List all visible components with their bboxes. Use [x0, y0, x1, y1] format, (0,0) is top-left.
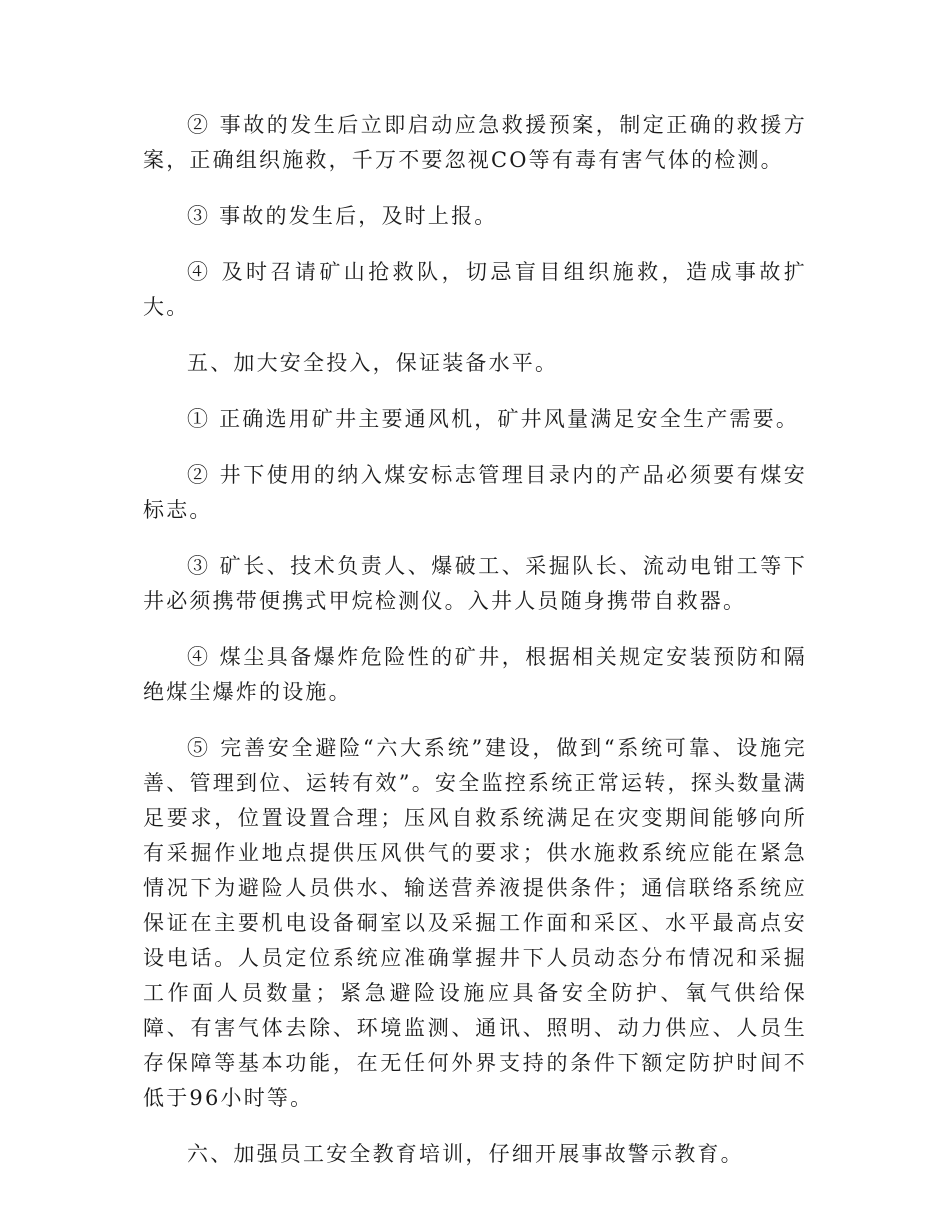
- paragraph-timely-report: ③ 事故的发生后，及时上报。: [187, 204, 498, 228]
- paragraph-safety-mark: ② 井下使用的纳入煤安标志管理目录内的产品必须要有煤安标志。: [143, 463, 807, 522]
- paragraph-dust-explosion: ④ 煤尘具备爆炸危险性的矿井，根据相关规定安装预防和隔绝煤尘爆炸的设施。: [143, 645, 807, 704]
- paragraph-methane-detector: ③ 矿长、技术负责人、爆破工、采掘队长、流动电钳工等下井必须携带便携式甲烷检测仪。入井人员随身携带自救器。: [143, 554, 807, 613]
- paragraph-main-fan: ① 正确选用矿井主要通风机，矿井风量满足安全生产需要。: [187, 407, 800, 431]
- section-heading-5: 五、加大安全投入，保证装备水平。: [187, 351, 559, 375]
- document-body: [143, 108, 807, 1193]
- paragraph-emergency-rescue: ② 事故的发生后立即启动应急救援预案，制定正确的救援方案，正确组织施救，千万不要忽视CO等有毒有害气体的检测。: [143, 113, 807, 172]
- paragraph-six-systems: ⑤ 完善安全避险“六大系统”建设，做到“系统可靠、设施完善、管理到位、运转有效”。安全监控系统正常运转，探头数量满足要求，位置设置合理；压风自救系统满足在灾变期间能够向所有采掘作业地点提供压风供气的要求；供水施救系统应能在紧急情况下为避险人员供水、输送营养液提供条件；通信联络系统应保证在主要机电设备硐室以及采掘工作面和采区、水平最高点安设电话。人员定位系统应准确掌握井下人员动态分布情况和采掘工作面人员数量；紧急避险设施应具备安全防护、氧气供给保障、有害气体去除、环境监测、通讯、照明、动力供应、人员生存保障等基本功能，在无任何外界支持的条件下额定防护时间不低于96小时等。: [143, 736, 807, 1110]
- section-heading-6: 六、加强员工安全教育培训，仔细开展事故警示教育。: [187, 1142, 744, 1166]
- paragraph-mine-rescue-team: ④ 及时召请矿山抢救队，切忌盲目组织施救，造成事故扩大。: [143, 260, 807, 319]
